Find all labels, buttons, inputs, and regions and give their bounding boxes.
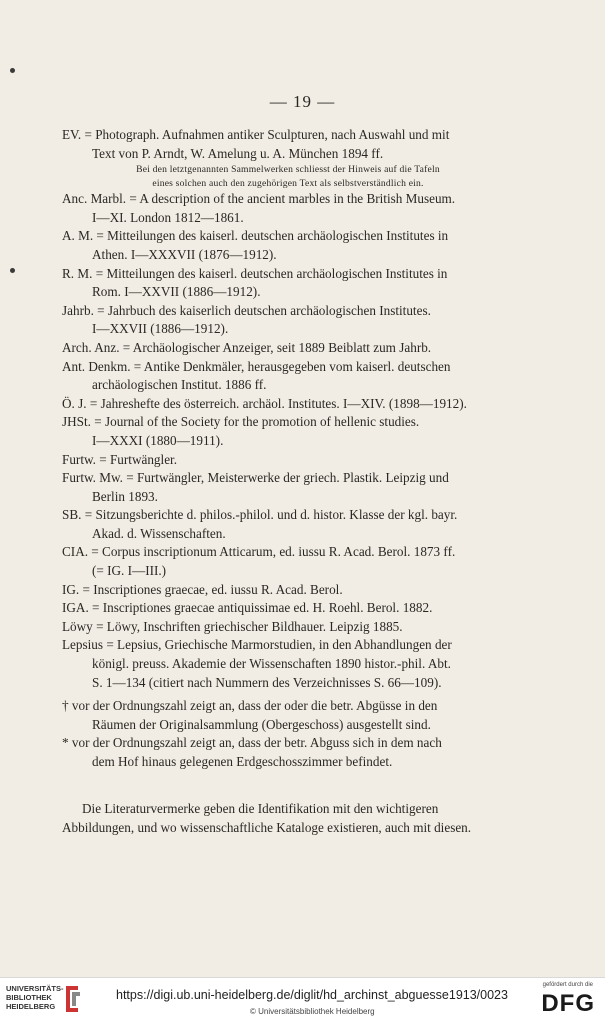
entry-line: SB. = Sitzungsberichte d. philos.-philol. und d. histor. Klasse der kgl. bayr. — [62, 507, 458, 523]
abbreviation-entry — [62, 599, 504, 618]
abbreviation-list — [62, 126, 504, 692]
abbreviation-entry — [62, 451, 504, 470]
entry-line: Berlin 1893. — [92, 488, 158, 504]
entry-line: Ö. J. = Jahreshefte des österreich. archäol. Institutes. I—XIV. (1898—1912). — [62, 395, 467, 411]
abbreviation-entry — [62, 190, 504, 227]
footer-bar — [0, 977, 605, 1022]
abbreviation-entry — [62, 469, 504, 506]
permalink-url[interactable]: https://digi.ub.uni-heidelberg.de/diglit/hd_archinst_abguesse1913/0023 — [116, 988, 508, 1002]
abbreviation-entry — [62, 265, 504, 302]
footnote-line: Räumen der Originalsammlung (Obergeschoss) ausgestellt sind. — [92, 716, 431, 732]
footnote-line: † vor der Ordnungszahl zeigt an, dass der oder die betr. Abgüsse in den — [62, 698, 438, 713]
entry-line: JHSt. = Journal of the Society for the promotion of hellenic studies. — [62, 414, 420, 430]
entry-line: Löwy = Löwy, Inschriften griechischer Bildhauer. Leipzig 1885. — [62, 618, 403, 634]
entry-line: Jahrb. = Jahrbuch des kaiserlich deutschen archäologischen Institutes. — [62, 302, 431, 318]
footnotes — [62, 697, 504, 771]
entry-line: archäologischen Institut. 1886 ff. — [92, 377, 267, 393]
entry-note: Bei den letztgenannten Sammelwerken schliesst der Hinweis auf die Tafeln — [136, 164, 440, 176]
entry-line: IG. = Inscriptiones graecae, ed. iussu R. Acad. Berol. — [62, 581, 343, 597]
entry-line: I—XI. London 1812—1861. — [92, 209, 244, 225]
abbreviation-entry — [62, 506, 504, 543]
abbreviation-entry — [62, 636, 504, 692]
abbreviation-entry — [62, 227, 504, 264]
entry-line: IGA. = Inscriptiones graecae antiquissimae ed. H. Roehl. Berol. 1882. — [62, 600, 433, 616]
abbreviation-entry — [62, 126, 504, 190]
entry-line: Athen. I—XXXVII (1876—1912). — [92, 246, 277, 262]
closing-line: Abbildungen, und wo wissenschaftliche Kataloge existieren, auch mit diesen. — [62, 819, 472, 835]
entry-line: Lepsius = Lepsius, Griechische Marmorstudien, in den Abhandlungen der — [62, 637, 452, 653]
entry-line: A. M. = Mitteilungen des kaiserl. deutschen archäologischen Institutes in — [62, 228, 449, 244]
copyright-text: © Universitätsbibliothek Heidelberg — [250, 1007, 375, 1016]
entry-line: Rom. I—XXVII (1886—1912). — [92, 284, 261, 300]
entry-line: EV. = Photograph. Aufnahmen antiker Sculpturen, nach Auswahl und mit — [62, 127, 450, 142]
abbreviation-entry — [62, 302, 504, 339]
entry-line: I—XXVII (1886—1912). — [92, 321, 229, 337]
funded-by-text: gefördert durch die — [542, 982, 593, 988]
closing-paragraph — [62, 800, 504, 837]
scan-dot — [10, 68, 15, 73]
page-number: — 19 — — [269, 92, 336, 111]
entry-line: Furtw. = Furtwängler. — [62, 451, 178, 467]
dfg-logo[interactable]: DFG — [541, 990, 595, 1017]
footnote — [62, 734, 504, 771]
entry-line: CIA. = Corpus inscriptionum Atticarum, ed. iussu R. Acad. Berol. 1873 ff. — [62, 544, 456, 560]
entry-line: (= IG. I—III.) — [92, 563, 167, 579]
entry-line: königl. preuss. Akademie der Wissenschaften 1890 histor.-phil. Abt. — [92, 656, 451, 672]
abbreviation-entry — [62, 358, 504, 395]
entry-line: Ant. Denkm. = Antike Denkmäler, herausgegeben vom kaiserl. deutschen — [62, 358, 451, 374]
footnote-line: * vor der Ordnungszahl zeigt an, dass der betr. Abguss sich in dem nach — [62, 735, 442, 751]
library-emblem-icon — [62, 984, 82, 1014]
closing-line: Die Literaturvermerke geben die Identifikation mit den wichtigeren — [82, 801, 439, 816]
entry-line: Furtw. Mw. = Furtwängler, Meisterwerke der griech. Plastik. Leipzig und — [62, 470, 449, 486]
abbreviation-entry — [62, 543, 504, 580]
footnote — [62, 697, 504, 734]
entry-line: S. 1—134 (citiert nach Nummern des Verzeichnisses S. 66—109). — [92, 674, 442, 690]
library-logo-line: UNIVERSITÄTS- — [6, 984, 64, 993]
entry-line: Akad. d. Wissenschaften. — [92, 525, 226, 541]
abbreviation-entry — [62, 581, 504, 600]
abbreviation-entry — [62, 339, 504, 358]
entry-line: Text von P. Arndt, W. Amelung u. A. München 1894 ff. — [92, 145, 384, 161]
entry-note: eines solchen auch den zugehörigen Text als selbstverständlich ein. — [152, 177, 424, 189]
entry-line: I—XXXI (1880—1911). — [92, 432, 224, 448]
abbreviation-entry — [62, 395, 504, 414]
library-logo-line: HEIDELBERG — [6, 1002, 56, 1011]
library-logo-line: BIBLIOTHEK — [6, 993, 52, 1002]
entry-line: Arch. Anz. = Archäologischer Anzeiger, seit 1889 Beiblatt zum Jahrb. — [62, 339, 432, 355]
scan-dot — [10, 268, 15, 273]
entry-line: R. M. = Mitteilungen des kaiserl. deutschen archäologischen Institutes in — [62, 265, 448, 281]
abbreviation-entry — [62, 618, 504, 637]
abbreviation-entry — [62, 413, 504, 450]
library-logo[interactable] — [6, 984, 64, 1011]
footnote-line: dem Hof hinaus gelegenen Erdgeschosszimmer befindet. — [92, 753, 393, 769]
entry-line: Anc. Marbl. = A description of the ancient marbles in the British Museum. — [62, 191, 456, 207]
